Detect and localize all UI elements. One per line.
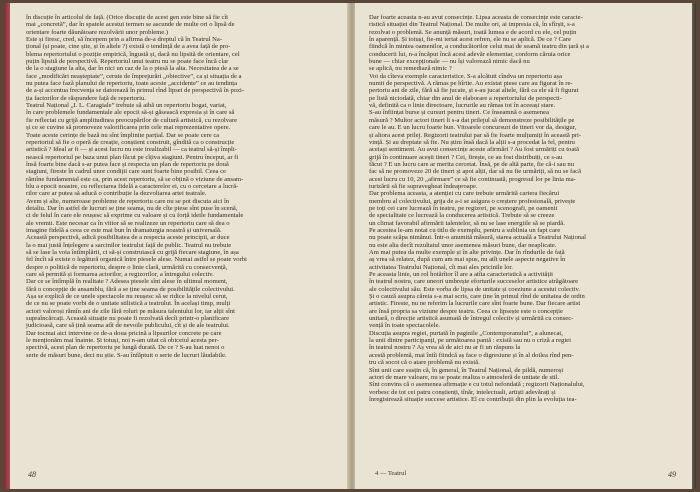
left-page (10, 3, 349, 489)
signature-mark: 4 — Teatrul (375, 470, 407, 477)
left-page-number: 48 (28, 470, 36, 479)
right-page (355, 3, 692, 489)
left-page-text: în discuție în articolul de față. (Orice discuție de acest gen este bine să fie cît mai „concretă”, dar în spatele acestui termen se ascunde de multe ori o lipsă de orientare foarte dăunătoare rezolvării unor probleme.) Este și firesc, cred, să începem prin a afirma de-a dreptul că în Teatrul Na- țional (și poate, cine știe, și în altele ?) există o tendință de a avea față de pro- blema repertoriului o poziție empirică, îngustă și, dacă nu lipsită de orientare, cel puțin lipsită de perspectivă. Repertoriul unui teatru nu se poate face încă clar de la o stagiune la alta, dar în nici un caz de la o piesă la alta. Necesitatea de a se face „modificări neașteptate”, cerute de împrejurări „obiective”, ca și situația de a nu putea face fază planului de repertoriu, toate aceste „accidente” ce au tendința de a-și accentua frecvența se datorează în primul rînd lipsei de perspectivă în pozi- ția factorilor de răspundere față de repertoriu. Teatrul Național „I. L. Caragiale” trebuie să aibă un repertoriu bogat, variat, în care problemele fundamentale ale epocii să-și găsească expresia și în care să fie reflectat cu grijă amplitudinea preocupărilor de cultură artistică, cu rezolvare și ce se cuvine să promoveze valorificarea prin cele mai reprezentative opere. Toate aceste cerințe de bază nu sînt împlinite parțial. Dar se poate cere ca repertoriul să fie o operă de creație, conștient construit, gîndită ca o construcție artistică ? Ideal ar fi — și acest lucru nu este irealizabil — ca teatrul să-și împli- nească repertoriul pe baza unui plan făcut pe cîțiva stagiuni. Pentru început, ar fi însă foarte bine dacă s-ar putea face și respecta un plan de repertoriu pe două stagiuni, fireste în cadrul unor condiții care sunt foarte bine posibil. Ceea ce rămîne fundamental este ca, prin acest repertoriu, să se obțină o viziune de ansam- blu a epocii noastre, cu reflectarea fidelă a caracterelor ei, cu o cercetare a lucră- rilor care ar putea să aducă o contribuție la dezvoltarea artei teatrale. Avem și alte, numeroase probleme de repertoriu care nu se pot discuta aici în detaliu. Dar în astfel de lucruri se ține seama, nu de cîte piese sînt puse în scenă, ci de felul în care ele reușesc să exprime cu valoare și cu forță ideile fundamentale ale vremii. Este necesar ca în viitor să se realizeze un repertoriu care să dea o imagine fidelă a ceea ce este mai bun în dramaturgia noastră și universală. Această perspectivă, adică posibilitatea de a respecta aceste principii, ar duce la o mai justă înțelegere a sarcinilor teatrului față de public. Teatrul nu trebuie să se lase la voia întîmplării, ci să-și construiască cu grijă fiecare stagiune, în așa fel încît să existe o legătură organică între piesele alese. Numai astfel se poate vorbi despre o politică de repertoriu, despre o linie clară, urmărită cu consecvență, care să permită și formarea actorilor, a regizorilor, a întregului colectiv. Dar ce se întîmplă în realitate ? Adesea piesele sînt alese în ultimul moment, fără o concepție de ansamblu, fără a se ține seama de posibilitățile colectivului. Așa se explică de ce unele spectacole nu reușesc să se ridice la nivelul cerut, de ce nu se poate vorbi de o unitate stilistică a teatrului. În același timp, mulți actori valoroși rămîn ani de zile fără roluri pe măsura talentului lor, iar alții sînt supraîncărcați. Această situație nu poate fi rezolvată decît printr-o planificare judicioasă, care să țină seama atît de nevoile publicului, cît și de ale teatrului. Dar tocmai aici intervine ce de-a doua pricină a lipsurilor concrete pe care le menționăm mai înainte. Și totuși, noi n-am uitat că obiceiul acesta per- spectivă, acest plan de repertoriu pe lungă durată. De ce ? S-au luat nenoi o serie de măsuri bune, deci nu știe. S-au înfăptuit o serie de lucruri lăudabile. (26, 14, 247, 359)
right-page-text: Dar foarte aceasta n-au avut consecințe. Lipsa aceasta de consecințe este caracte- ristică situației din Teatrul Național. De multe ori, ai impresia că, în sfîrșit, s-a rezolvat o problemă. Se anunță măsuri, toată lumea e de acord cu ele, cel puțin în aparență. Și totuși, fie-mi iertat acest refren, ele nu se aplică. De ce ? Care fiindcă în mintea oamenilor, a conducătorilor celui mai de seamă teatru din țară și a conducerii lui, n-a încăput încă acest adevăr elementar, conform căruia orice bune — chiar excepționale — nu își valorează nimic dacă nu se aplică, nu remediază nimic ? Voi da cîteva exemple caracteristice. S-a alcătuit cîndva un repertoriu așa numit de perspectivă. A rămas pe hîrtie. Au existat piese care au figurat în re- pertoriu ani de zile, fără să fie jucate, și s-au jucat altele, fără ca ele să fi figurat pe listă niciodată, chiar din anul de elaborare a repertoriului de perspecti- vă, definită ca o linie directoare, lucrurile au rămas tot în aceeași stare. S-au înființat burse și cursuri pentru tineri. Ce înseamnă o asemenea măsură ? Multor actori tineri li s-a dat prilejul să demonstreze posibilitățile pe care le au. E un lucru foarte bun. Vitoarele concursuri de tineri vor da, desigur, și altora acest prilej. Regizorii teatrului par să fie foarte mulțumiți în această pri- vință. Și au dreptate să fie. Nu știm însă dacă la alții s-a procedat la fel, pentru aceiași sentiment. Au avut consecințe aceste afirmări ? Au fost urmăriți cu toată grijă în continuare acești tineri ? Cei, firește, ce au fost distribuiți, ce s-au făcut ? E un lucru care ar merita cercetat. Însă, pe de altă parte, fie că-i sau nu fac să ne promoveze 20 de tineri și apoi alții, dar să nu fie urmăriți, să nu se facă acest lucru cu 10, 20 „afirmare” ce să fie continuată, progresul lor pe linia ma- turizării să fie supravegheat îndeaproape. Dar problema aceasta, a atenției cu care trebuie urmărită cariera fiecărui membru al colectivului, grija de a-i se asigura o creștere profesională, privește pe toți cei care lucrează în teatru, pe regizori, pe scenografi, pe oamenii de specialitate ce lucrează la conducerea artistică. Trebuie să se creeze un climat favorabil afirmării talentelor, să nu se lase energiile să se piardă. Pe acestea le-am notat cu titlu de exemplu, pentru a sublinia un fapt care nu poate scăpa nimănui. Într-o anumită măsură, starea actuală a Teatrului Național nu este alta decît rezultatul unor asemenea măsuri bune, dar neaplicate. Am mai putea da multe exemple și în alte privințe. Dar în rîndurile de față aș vrea să relatez, după cum am mai spus, nu atît unele aspecte negative în activitatea Teatrului Național, cît mai ales pricinile lor. Pe aceasta linie, un rol hotărîtor îl are a atîta caracteristică a activității în teatrul nostru, care uneori umbrește eforturile succeselor artistice atrăgătoare ale colectivului său. Este vorba de lipsa de unitate și coeziune a acestui colectiv. Și o cauză asupra căreia s-a mai scris, care ține în primul rînd de unitatea de ordin artistic. Fireste, nu ne referim la lucrurile care sînt foarte bune. Dar fiecare artist are însă propria sa viziune despre teatru. Ceea ce lipsește este o concepție unitară, o direcție artistică asumată de întregul colectiv și urmărită cu consec- vență în toate spectacolele. Discuția asupra regiei, purtată în paginile „Contemporanului”, a alunecat, la unii dintre participanți, pe următoarea pantă : există sau nu o criză a regiei în teatrul nostru ? Aș vrea să de aici nu ar fi un răspuns la acestă problemă, mai întîi fiindcă aș face o digresiune și în al doilea rînd pen- tru că socot că o atare problemă nu există. Sînt unii care susțin că, în general, în Teatrul Național, de pildă, numeroși actori de mare valoare, nu se poate realiza o atmosferă de unitate de stil. Sînt convins că o asemenea afirmație e cu totul nefondată ; regizorii Naționalului, vorbesc de tot cei patru conștienți, tînăr, intelectuali, artiști adevărați și înregistrează situație succese artistice. El cu contribuții din plin la evoluția tea- (369, 14, 589, 403)
book-spread (4, 3, 696, 489)
right-page-number: 49 (668, 470, 676, 479)
